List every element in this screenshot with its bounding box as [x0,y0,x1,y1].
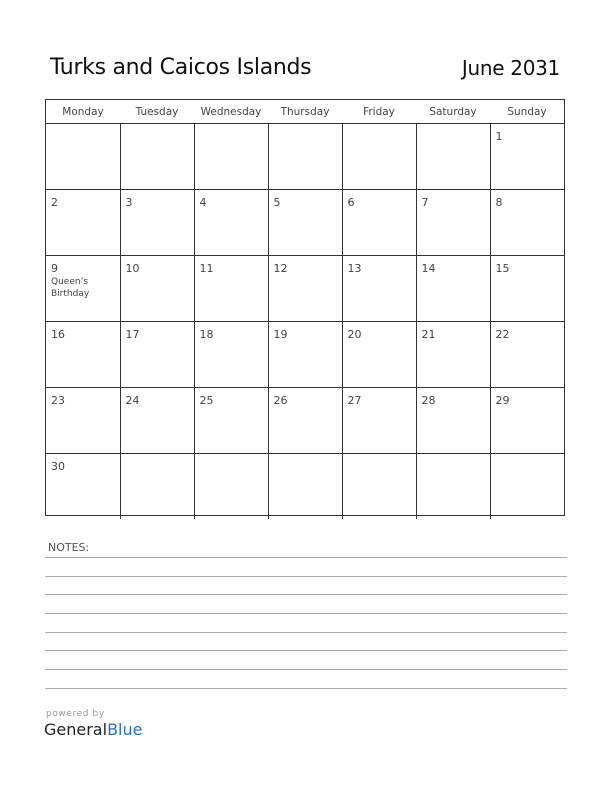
calendar-day-cell [194,190,268,256]
day-number: 5 [273,196,281,209]
calendar-day-cell [490,124,564,190]
day-number: 29 [495,394,510,407]
weekday-header: Friday [342,100,416,124]
day-number: 7 [421,196,429,209]
calendar-day-cell [490,256,564,322]
day-number: 8 [495,196,503,209]
calendar-day-cell [490,190,564,256]
weekday-header: Tuesday [120,100,194,124]
weekday-header: Wednesday [194,100,268,124]
calendar-day-cell [120,190,194,256]
calendar-day-cell [342,322,416,388]
calendar-day-cell [46,388,120,454]
calendar-week-row [46,322,564,388]
holiday-label: Queen’s Birthday [51,277,90,299]
calendar-day-cell [46,322,120,388]
calendar-day-cell [490,388,564,454]
day-number: 19 [273,328,288,341]
day-number: 23 [51,394,65,407]
calendar-day-cell [194,124,268,190]
calendar-day-cell [416,256,490,322]
day-number: 17 [125,328,140,341]
calendar-day-cell [268,190,342,256]
calendar-day-cell [416,190,490,256]
day-number: 15 [495,262,510,275]
calendar-week-row [46,190,564,256]
weekday-header: Monday [46,100,120,124]
day-number: 25 [199,394,214,407]
day-number: 9 [51,262,58,275]
calendar-day-cell [268,388,342,454]
day-number: 1 [495,130,503,143]
notes-line [45,632,567,633]
day-number: 16 [51,328,65,341]
notes-line [45,669,567,670]
calendar-day-cell [416,454,490,520]
day-number: 13 [347,262,362,275]
brand-logo [44,720,142,739]
day-number: 12 [273,262,288,275]
calendar-day-cell [120,388,194,454]
day-number: 4 [199,196,207,209]
calendar-day-cell [120,124,194,190]
calendar-day-cell [194,256,268,322]
notes-line [45,688,567,689]
calendar-day-cell [46,256,120,322]
calendar-week-row [46,388,564,454]
calendar-day-cell [490,322,564,388]
calendar-day-cell [120,322,194,388]
calendar-day-cell [194,388,268,454]
calendar-day-cell [342,124,416,190]
calendar-grid [45,99,565,516]
notes-line [45,594,567,595]
notes-label: NOTES: [48,541,90,554]
calendar-day-cell [342,454,416,520]
day-number: 30 [51,460,65,473]
calendar-day-cell [416,388,490,454]
calendar-month-title: June 2031 [461,56,560,80]
weekday-header: Thursday [268,100,342,124]
calendar-day-cell [46,124,120,190]
calendar-day-cell [194,322,268,388]
day-number: 24 [125,394,140,407]
calendar-day-cell [416,124,490,190]
day-number: 2 [51,196,58,209]
day-number: 3 [125,196,133,209]
calendar-day-cell [342,190,416,256]
calendar-day-cell [268,124,342,190]
calendar-day-cell [268,454,342,520]
day-number: 27 [347,394,362,407]
calendar-day-cell [342,388,416,454]
calendar-country-title: Turks and Caicos Islands [50,55,312,80]
day-number: 6 [347,196,355,209]
notes-line [45,613,567,614]
day-number: 18 [199,328,214,341]
day-number: 26 [273,394,288,407]
day-number: 22 [495,328,510,341]
day-number: 14 [421,262,436,275]
calendar-day-cell [416,322,490,388]
calendar-week-row [46,256,564,322]
calendar-day-cell [46,190,120,256]
brand-general: General [44,720,108,739]
day-number: 11 [199,262,214,275]
notes-line [45,557,567,558]
brand-blue: Blue [107,720,143,739]
day-number: 10 [125,262,140,275]
calendar-day-cell [268,256,342,322]
calendar-day-cell [342,256,416,322]
calendar-day-cell [120,256,194,322]
weekday-header-row [46,100,564,124]
day-number: 21 [421,328,436,341]
calendar-day-cell [490,454,564,520]
calendar-week-row [46,454,564,520]
day-number: 28 [421,394,436,407]
calendar-week-row [46,124,564,190]
notes-line [45,650,567,651]
calendar-day-cell [194,454,268,520]
powered-by-label: powered by [46,709,105,719]
calendar-day-cell [268,322,342,388]
notes-line [45,576,567,577]
calendar-day-cell [120,454,194,520]
day-number: 20 [347,328,362,341]
weekday-header: Sunday [490,100,564,124]
weekday-header: Saturday [416,100,490,124]
calendar-day-cell [46,454,120,520]
